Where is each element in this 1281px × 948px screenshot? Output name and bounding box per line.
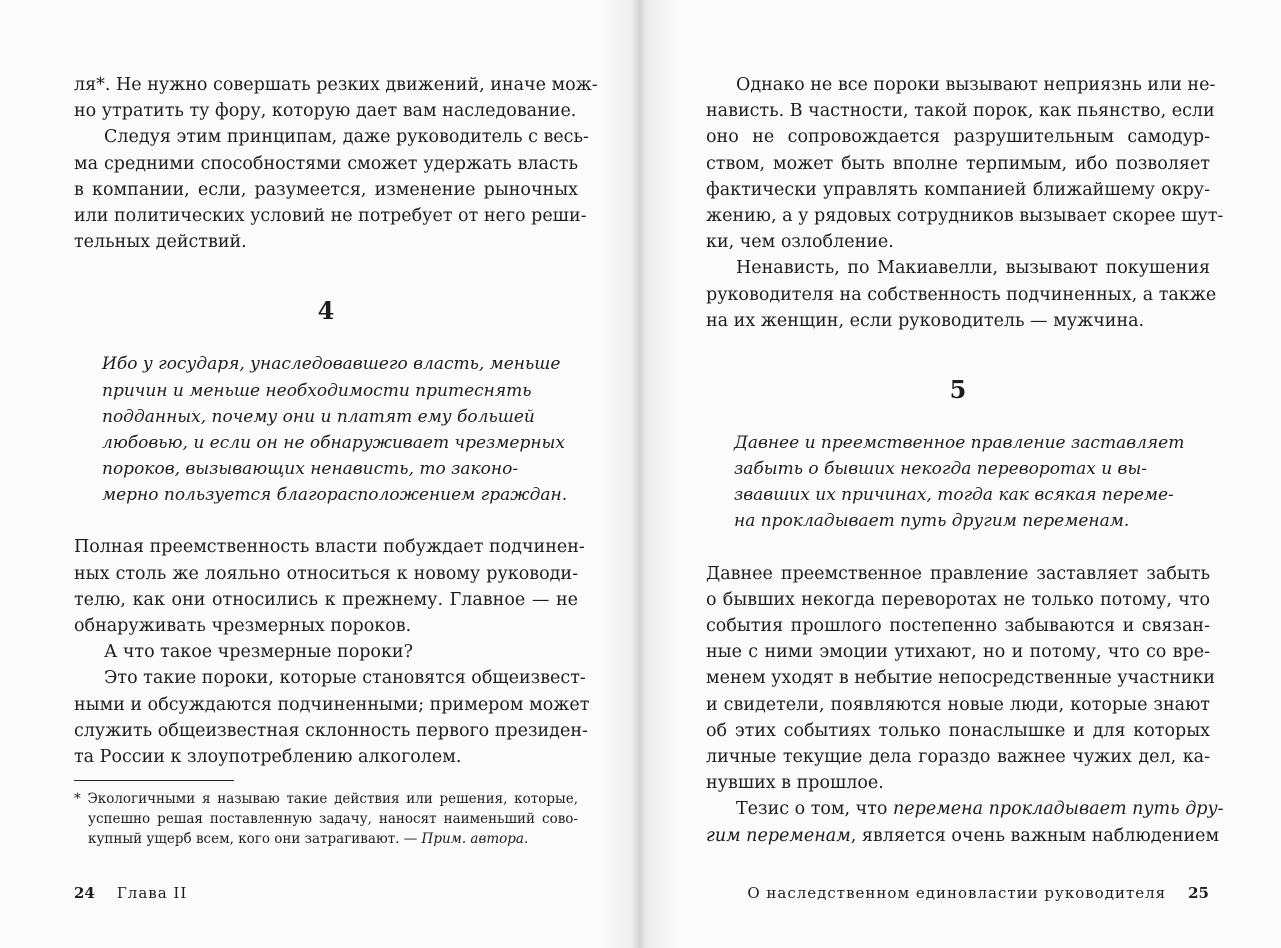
right-paragraph-4: Тезис о том, что перемена прокладывает путь дру- гим переменам, является очень важным наблюдением — [706, 799, 1224, 846]
right-paragraph-3: Давнее преемственное правление заставляет забыть о бывших некогда переворотах не только потому, что события прошлого постепенно забываются и связан- ные с ними эмоции утихают, но и потому, что со вре- менем уходят в небытие непосредственные участники и свидетели, появляются новые люди, которые знают об этих событиях только понаслышке и для которых личные текущие дела гораздо важнее чужих дел, ка- нувших в прошлое. — [706, 563, 1216, 794]
right-epigraph-quote: Давнее и преемственное правление заставляет забыть о бывших некогда переворотах и вы- звавших их причинах, тогда как всякая переме- на прокладывает путь другим переменам. — [734, 432, 1185, 532]
left-paragraph-1: ля*. Не нужно совершать резких движений, иначе мож- но утратить ту фору, которую дает вам наследование. — [74, 75, 598, 122]
left-paragraph-5: Это такие пороки, которые становятся общеизвест- ными и обсуждаются подчиненными; примером может служить общеизвестная склонность первого президен- та России к злоупотреблению алкоголем. — [74, 668, 590, 767]
chapter-number-5: 5 — [949, 374, 967, 404]
left-paragraph-3: Полная преемственность власти побуждает подчинен- ных столь же лояльно относиться к новому руководи- телю, как они относились к прежнему. Главное — не обнаруживать чрезмерных пороков. — [74, 537, 585, 636]
left-paragraph-2: Следуя этим принципам, даже руководитель с весь- ма средними способностями сможет удержать власть в компании, если, разумеется, изменение рыночных или политических условий не потребует от него реши- тельных действий. — [74, 127, 589, 253]
footnote-divider — [74, 780, 234, 781]
right-paragraph-1: Однако не все пороки вызывают неприязнь или не- нависть. В частности, такой порок, как пьянство, если оно не сопровождается разрушительным самодур- ством, может быть вполне терпимым, ибо позволяет фактически управлять компанией ближайшему окру- жению, а у рядовых сотрудников вызывает скорее шут- ки, чем озлобление. — [706, 75, 1224, 253]
page-number-25: 25 — [1188, 884, 1209, 902]
chapter-number-4: 4 — [317, 296, 335, 326]
running-head-title: О наследственном единовластии руководителя — [747, 884, 1167, 902]
running-head-chapter: Глава II — [116, 884, 188, 902]
right-folio — [747, 884, 1209, 902]
right-paragraph-2: Ненависть, по Макиавелли, вызывают покушения руководителя на собственность подчиненных, а также на их женщин, если руководитель — мужчина. — [706, 258, 1217, 331]
left-folio — [74, 884, 187, 902]
right-page — [706, 72, 1224, 849]
left-epigraph-quote: Ибо у государя, унаследовавшего власть, меньше причин и меньше необходимости притеснять подданных, почему они и платят ему большей любовью, и если он не обнаруживает чрезмерных пороков, вызывающих ненависть, то законо- мерно пользуется благорасположением граждан. — [102, 354, 568, 506]
left-paragraph-4: А что такое чрезмерные пороки? — [104, 642, 413, 663]
book-gutter-shadow — [600, 0, 680, 948]
page-number-24: 24 — [74, 884, 95, 902]
footnote: * Экологичными я называю такие действия или решения, которые, успешно решая поставленную задачу, наносят наименьший сово- купный ущерб всем, кого они затрагивают. — Прим. автора. — [74, 791, 578, 848]
left-page — [74, 72, 598, 849]
